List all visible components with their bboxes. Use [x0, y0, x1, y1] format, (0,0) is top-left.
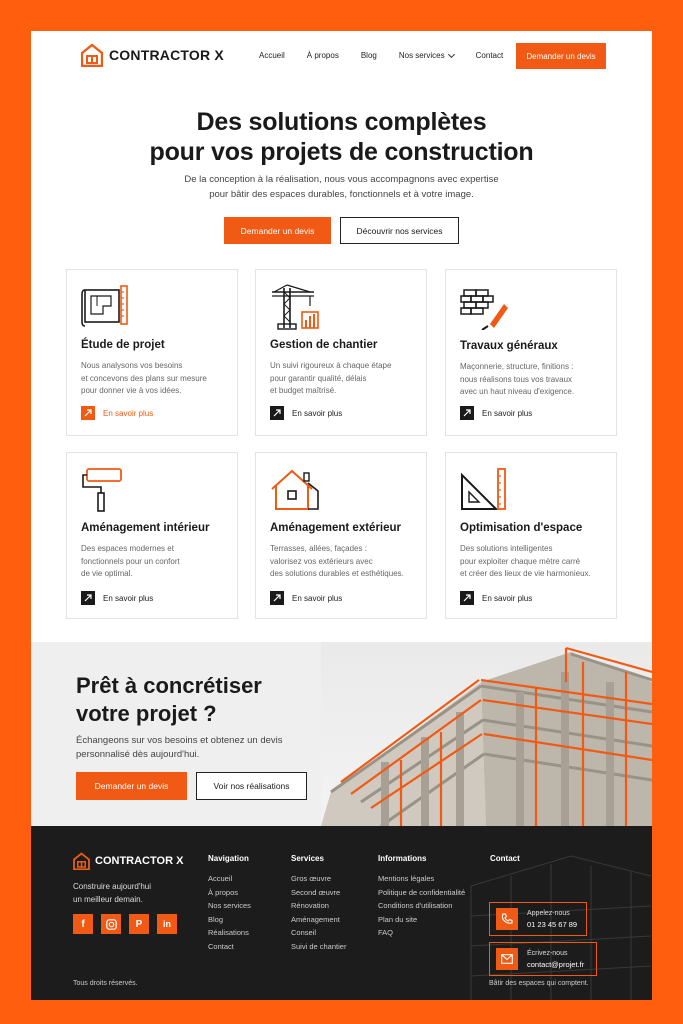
footer-logo-text: CONTRACTOR X	[95, 855, 184, 867]
card-title: Optimisation d'espace	[460, 522, 583, 534]
linkedin-icon[interactable]: in	[157, 914, 177, 934]
hero-quote-button[interactable]: Demander un devis	[224, 217, 331, 244]
card-description	[270, 360, 420, 398]
card-desc-line: Nous analysons vos besoins	[81, 361, 183, 370]
nav-item-contact[interactable]: Contact	[475, 51, 504, 60]
phone-label: Appelez-nous	[527, 910, 570, 917]
card-desc-line: nous réalisons tous vos travaux	[460, 374, 573, 384]
phone-text	[527, 908, 577, 930]
phone-number: 01 23 45 67 89	[527, 920, 578, 929]
cta-subtitle	[76, 734, 316, 762]
service-card[interactable]	[66, 452, 238, 619]
card-desc-line: Des espaces modernes et	[81, 544, 174, 553]
card-description	[460, 543, 610, 581]
cta-title-line1: Prêt à concrétiser	[76, 673, 262, 698]
service-card[interactable]	[66, 269, 238, 436]
footer-link[interactable]: Accueil	[208, 874, 233, 883]
arrow-up-right-icon	[460, 406, 474, 420]
footer-link[interactable]: Rénovation	[291, 901, 329, 910]
copyright-text: Tous droits réservés.	[73, 980, 138, 987]
header-quote-button[interactable]: Demander un devis	[516, 43, 606, 69]
arrow-up-right-icon	[81, 591, 95, 605]
card-link[interactable]	[81, 591, 153, 605]
house-icon	[270, 467, 320, 513]
logo-text: CONTRACTOR X	[109, 47, 224, 63]
card-title: Travaux généraux	[460, 340, 558, 352]
site-header	[31, 31, 652, 83]
card-title: Aménagement extérieur	[270, 522, 402, 534]
footer-slogan: Bâtir des espaces qui comptent.	[489, 980, 589, 987]
footer-link[interactable]: Plan du site	[378, 914, 418, 924]
card-description	[81, 543, 231, 581]
house-logo-icon	[73, 852, 90, 870]
discover-services-button[interactable]: Découvrir nos services	[340, 217, 459, 244]
card-desc-line: valorisez vos extérieurs avec	[270, 556, 373, 566]
cta-title-line2: votre projet ?	[76, 701, 217, 726]
view-projects-button[interactable]: Voir nos réalisations	[196, 772, 307, 800]
service-card[interactable]	[255, 269, 427, 436]
hero-title	[31, 107, 652, 167]
pinterest-icon[interactable]: P	[129, 914, 149, 934]
arrow-up-right-icon	[81, 406, 95, 420]
footer-col-services	[291, 854, 346, 953]
phone-contact-box[interactable]	[489, 902, 587, 936]
email-text	[527, 948, 584, 970]
hero-title-line2: pour vos projets de construction	[149, 138, 534, 166]
footer-col-heading: Informations	[378, 854, 427, 863]
hero-title-line1: Des solutions complètes	[196, 108, 487, 136]
footer-link[interactable]: Politique de confidentialité	[378, 887, 466, 897]
card-link[interactable]	[270, 406, 342, 420]
card-title: Gestion de chantier	[270, 339, 378, 351]
instagram-icon[interactable]	[101, 914, 121, 934]
card-desc-line: des solutions durables et esthétiques.	[270, 569, 404, 578]
nav-services-label: Nos services	[398, 51, 445, 60]
footer-link[interactable]: Gros œuvre	[291, 874, 332, 883]
footer-link[interactable]: FAQ	[378, 928, 394, 937]
cta-title	[76, 672, 262, 728]
footer-link[interactable]: Contact	[208, 941, 234, 951]
blueprint-icon	[81, 284, 131, 330]
card-desc-line: pour exploiter chaque mètre carré	[460, 556, 581, 566]
footer-link[interactable]: Conditions d'utilisation	[378, 901, 453, 910]
card-link[interactable]	[270, 591, 342, 605]
card-link-label: En savoir plus	[292, 408, 343, 418]
card-title: Étude de projet	[81, 339, 165, 351]
hero-subtitle-line1: De la conception à la réalisation, nous vous accompagnons avec expertise	[184, 174, 499, 185]
card-link[interactable]	[460, 591, 532, 605]
footer-link[interactable]: Suivi de chantier	[291, 941, 347, 951]
email-label: Écrivez-nous	[527, 950, 568, 957]
footer-tagline-line2: un meilleur demain.	[73, 895, 143, 904]
footer-link[interactable]: Réalisations	[208, 928, 249, 937]
set-square-icon	[460, 467, 510, 513]
service-card[interactable]	[445, 452, 617, 619]
card-desc-line: avec un haut niveau d'exigence.	[460, 387, 575, 396]
footer-link[interactable]: Mentions légales	[378, 874, 435, 883]
footer-col-contact	[490, 854, 520, 872]
card-desc-line: Un suivi rigoureux à chaque étape	[270, 361, 392, 370]
card-desc-line: et créer des lieux de vie harmonieux.	[460, 569, 591, 578]
card-link-label: En savoir plus	[103, 593, 154, 603]
card-desc-line: Des solutions intelligentes	[460, 544, 553, 553]
building-under-construction-image	[321, 642, 652, 826]
nav-item-blog[interactable]: Blog	[360, 51, 377, 60]
bricks-trowel-icon	[460, 284, 510, 330]
card-desc-line: de vie optimal.	[81, 569, 133, 578]
footer-link[interactable]: Second œuvre	[291, 887, 341, 897]
cta-subtitle-line1: Échangeons sur vos besoins et obtenez un devis	[76, 735, 283, 746]
phone-icon	[496, 908, 518, 930]
footer-col-heading: Services	[291, 854, 324, 863]
card-link-label: En savoir plus	[482, 408, 533, 418]
footer-tagline-line1: Construire aujourd'hui	[73, 882, 152, 891]
card-desc-line: et concevons des plans sur mesure	[81, 373, 207, 383]
arrow-up-right-icon	[270, 406, 284, 420]
service-card[interactable]	[255, 452, 427, 619]
footer-link[interactable]: Aménagement	[291, 914, 340, 924]
chevron-down-icon	[448, 50, 455, 57]
main-nav	[259, 51, 525, 60]
footer-logo[interactable]	[73, 852, 183, 870]
site-footer	[31, 826, 652, 1000]
social-links	[73, 914, 177, 934]
card-description	[81, 360, 231, 398]
card-desc-line: fonctionnels pour un confort	[81, 556, 180, 566]
card-title: Aménagement intérieur	[81, 522, 210, 534]
page	[31, 31, 652, 1000]
card-link[interactable]	[81, 406, 153, 420]
logo[interactable]	[81, 43, 224, 67]
arrow-up-right-icon	[460, 591, 474, 605]
nav-item-services[interactable]	[399, 51, 454, 60]
card-desc-line: pour garantir qualité, délais	[270, 373, 367, 383]
footer-col-heading: Navigation	[208, 854, 249, 863]
service-card[interactable]	[445, 269, 617, 436]
nav-item-accueil[interactable]: Accueil	[259, 51, 285, 60]
card-desc-line: Terrasses, allées, façades :	[270, 544, 367, 553]
footer-col-navigation	[208, 854, 251, 953]
cta-section	[31, 642, 652, 826]
house-logo-icon	[81, 43, 103, 67]
card-desc-line: Maçonnerie, structure, finitions :	[460, 362, 574, 371]
footer-tagline	[73, 880, 183, 906]
hero-subtitle	[31, 172, 652, 202]
mail-icon	[496, 948, 518, 970]
email-contact-box[interactable]	[489, 942, 597, 976]
footer-link[interactable]: À propos	[208, 887, 239, 897]
facebook-icon[interactable]: f	[73, 914, 93, 934]
footer-link[interactable]: Nos services	[208, 901, 251, 910]
footer-link[interactable]: Blog	[208, 914, 224, 924]
footer-col-heading: Contact	[490, 854, 520, 863]
card-link-label: En savoir plus	[103, 408, 154, 418]
crane-icon	[270, 284, 320, 330]
card-description	[460, 361, 610, 399]
card-link-label: En savoir plus	[482, 593, 533, 603]
arrow-up-right-icon	[270, 591, 284, 605]
cta-subtitle-line2: personnalisé dès aujourd'hui.	[76, 749, 200, 760]
card-link-label: En savoir plus	[292, 593, 343, 603]
hero-subtitle-line2: pour bâtir des espaces durables, fonctionnels et à votre image.	[209, 189, 474, 200]
card-desc-line: et budget maîtrisé.	[270, 386, 337, 395]
card-link[interactable]	[460, 406, 532, 420]
cta-quote-button[interactable]: Demander un devis	[76, 772, 187, 800]
card-desc-line: pour donner vie à vos idées.	[81, 386, 182, 395]
paint-roller-icon	[81, 467, 131, 513]
email-address: contact@projet.fr	[527, 960, 585, 969]
footer-link[interactable]: Conseil	[291, 928, 317, 937]
nav-item-a-propos[interactable]: À propos	[306, 51, 339, 60]
card-description	[270, 543, 420, 581]
footer-col-informations	[378, 854, 465, 940]
